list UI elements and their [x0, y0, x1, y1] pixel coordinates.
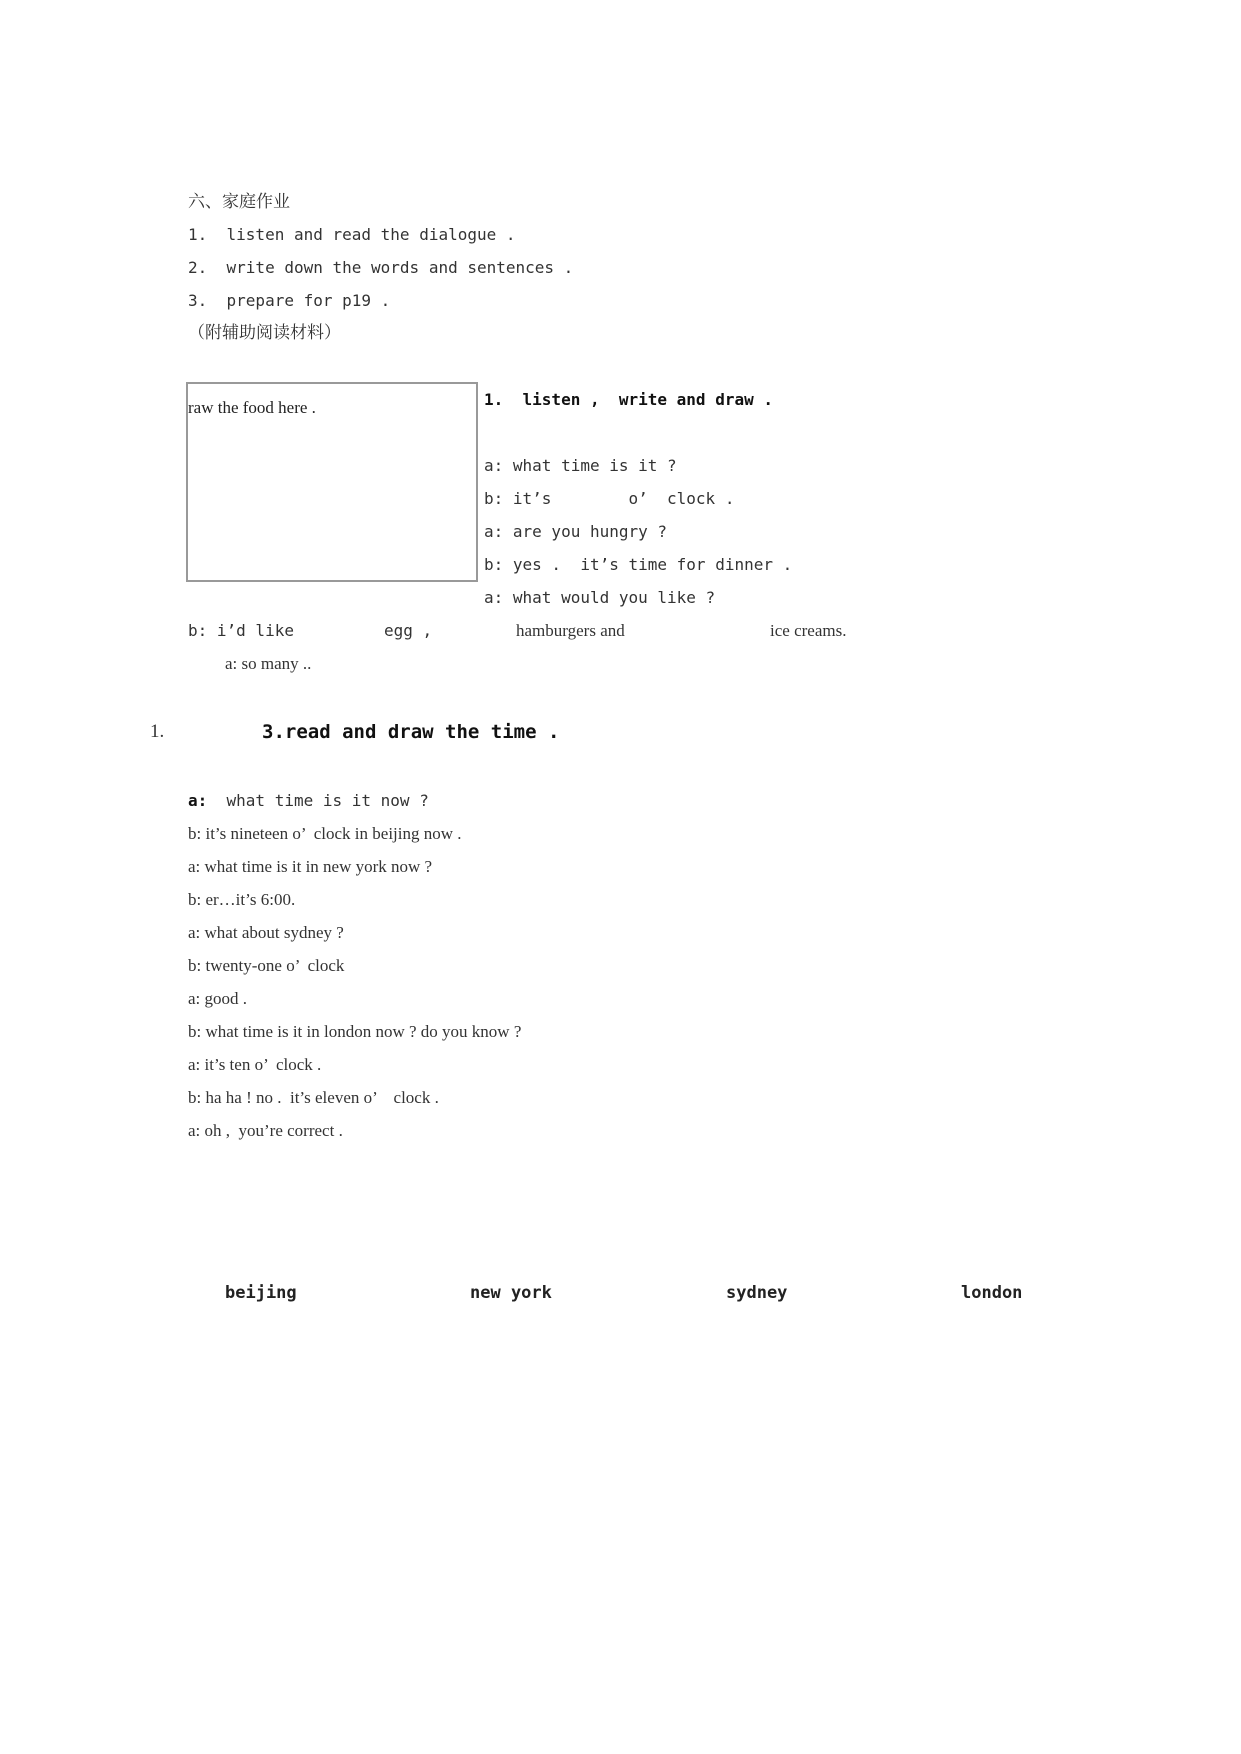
section3-line-1-text: what time is it now ?: [207, 791, 429, 810]
city-label-london: london: [961, 1283, 1023, 1303]
section3-line-2: b: it’s nineteen o’ clock in beijing now .: [188, 824, 462, 843]
speaker-label: a:: [188, 791, 208, 810]
section3-line-1: [188, 791, 429, 811]
section1-order-ice-creams: ice creams.: [770, 621, 847, 640]
section3-line-5: a: what about sydney ?: [188, 923, 344, 942]
homework-item-1: 1. listen and read the dialogue .: [188, 225, 516, 244]
homework-item-3: 3. prepare for p19 .: [188, 291, 391, 310]
section3-line-8: b: what time is it in london now ? do you know ?: [188, 1022, 522, 1041]
section3-title: 3.read and draw the time .: [262, 721, 560, 743]
section3-line-7: a: good .: [188, 989, 248, 1008]
section3-line-9: a: it’s ten o’ clock .: [188, 1055, 322, 1074]
city-label-sydney: sydney: [726, 1283, 788, 1303]
section1-line-3: a: are you hungry ?: [484, 522, 668, 541]
homework-heading: 六、家庭作业: [188, 192, 290, 211]
section1-order-egg: egg ,: [384, 621, 433, 640]
section-number: 1.: [150, 721, 165, 742]
section1-line-2: b: it’s o’ clock .: [484, 489, 735, 508]
section1-title: 1. listen , write and draw .: [484, 390, 773, 409]
section1-last-line: a: so many ..: [225, 654, 312, 673]
section1-order-prefix: b: i’d like: [188, 621, 294, 640]
city-label-beijing: beijing: [225, 1283, 297, 1303]
section1-line-4: b: yes . it’s time for dinner .: [484, 555, 793, 574]
section3-line-4: b: er…it’s 6:00.: [188, 890, 296, 909]
section1-line-1: a: what time is it ?: [484, 456, 677, 475]
homework-item-2: 2. write down the words and sentences .: [188, 258, 574, 277]
material-note: （附辅助阅读材料）: [188, 323, 341, 342]
section3-line-10: b: ha ha ! no . it’s eleven o’ clock .: [188, 1088, 439, 1107]
section3-line-6: b: twenty-one o’ clock: [188, 956, 345, 975]
section3-line-3: a: what time is it in new york now ?: [188, 857, 433, 876]
section1-order-hamburgers: hamburgers and: [516, 621, 625, 640]
section3-line-11: a: oh , you’re correct .: [188, 1121, 343, 1140]
section1-line-5: a: what would you like ?: [484, 588, 716, 607]
city-label-new-york: new york: [470, 1283, 552, 1303]
drawing-box-caption: raw the food here .: [188, 398, 316, 417]
food-drawing-box: [186, 382, 478, 582]
